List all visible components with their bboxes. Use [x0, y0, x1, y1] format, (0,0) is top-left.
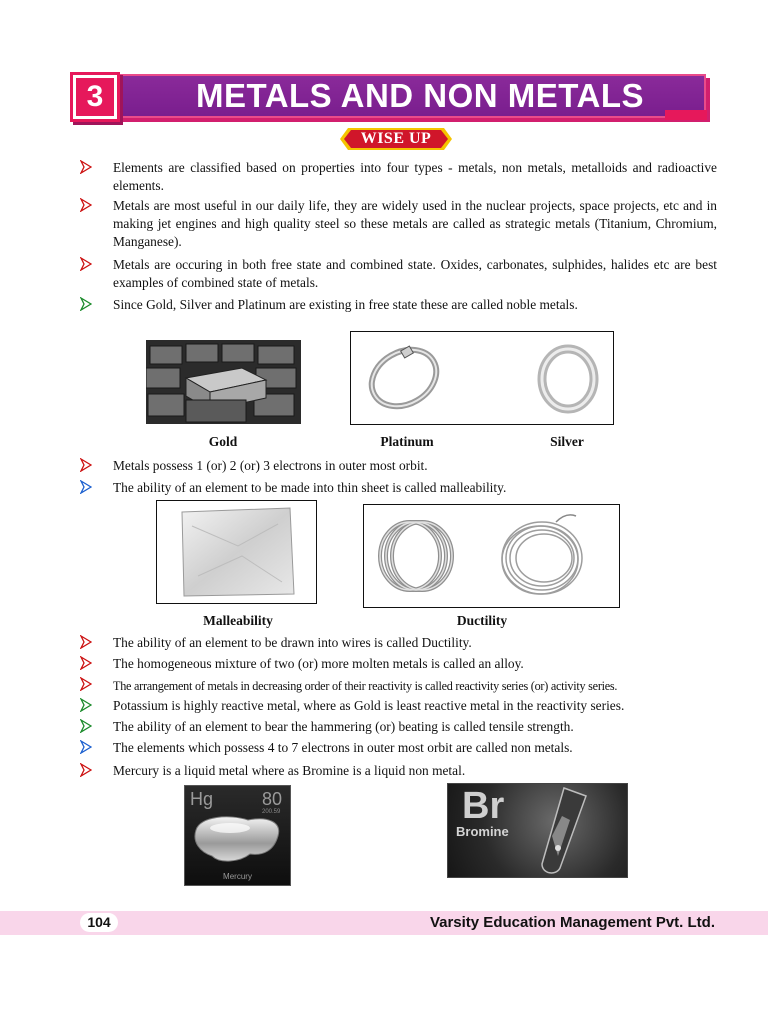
gold-bars-image — [146, 340, 301, 424]
bullet-text: The homogeneous mixture of two (or) more molten metals is called an alloy. — [113, 656, 524, 671]
mercury-symbol: Hg — [190, 789, 214, 809]
bullet-text: Metals are most useful in our daily life, they are widely used in the nuclear projects, space projects, etc and in making jet engines and high quality steel so these metals are called as strategic metals (Titanium, Chromium, Manganese). — [113, 198, 717, 249]
silver-ring-image — [536, 344, 600, 414]
bullet-arrow-icon — [80, 257, 100, 271]
caption-ductility: Ductility — [456, 613, 508, 628]
mercury-atomic-number: 80 — [262, 789, 283, 809]
bromine-test-tube-image — [520, 786, 600, 876]
bromine-name: Bromine — [456, 824, 509, 839]
bullet-arrow-icon — [80, 480, 100, 494]
caption-malleability: Malleability — [203, 613, 273, 628]
bullet-text: Potassium is highly reactive metal, where as Gold is least reactive metal in the reactivity series. — [113, 698, 625, 713]
bullet-arrow-icon — [80, 635, 100, 649]
wire-bundle-image — [496, 508, 588, 602]
wire-coil-image — [370, 512, 462, 600]
wise-up-label: WISE UP — [360, 130, 432, 147]
bullet-arrow-icon — [80, 656, 100, 670]
chapter-title: METALS AND NON METALS — [195, 77, 645, 114]
bullet-arrow-icon — [80, 740, 100, 754]
bullet-arrow-icon — [80, 198, 100, 212]
bullet-text: The elements which possess 4 to 7 electrons in outer most orbit are called non metals. — [113, 740, 573, 755]
mercury-atomic-mass: 200.59 — [262, 809, 281, 815]
bullet-arrow-icon — [80, 677, 100, 691]
header-accent — [665, 110, 707, 120]
publisher-name: Varsity Education Management Pvt. Ltd. — [429, 914, 715, 931]
caption-platinum: Platinum — [380, 434, 434, 449]
bullet-text: Elements are classified based on properties into four types - metals, non metals, metalloids and radioactive elements. — [113, 160, 717, 193]
chapter-number: 3 — [76, 78, 114, 116]
bullet-arrow-icon — [80, 763, 100, 777]
bullet-text: The ability of an element to be drawn into wires is called Ductility. — [113, 635, 472, 650]
bullet-text: The ability of an element to be made into thin sheet is called malleability. — [113, 480, 507, 495]
bullet-text: Metals possess 1 (or) 2 (or) 3 electrons in outer most orbit. — [113, 458, 428, 473]
caption-gold: Gold — [208, 434, 238, 449]
bullet-text: Metals are occuring in both free state and combined state. Oxides, carbonates, sulphides, halides etc are best examples of combined state of metals. — [113, 257, 717, 290]
bullet-text: The ability of an element to bear the hammering (or) beating is called tensile strength. — [113, 719, 574, 734]
bullet-arrow-icon — [80, 458, 100, 472]
bullet-text: Mercury is a liquid metal where as Bromine is a liquid non metal. — [113, 763, 466, 778]
bullet-arrow-icon — [80, 160, 100, 174]
page-number: 104 — [80, 913, 118, 932]
metal-foil-image — [178, 506, 296, 598]
platinum-ring-image — [360, 336, 450, 420]
bullet-arrow-icon — [80, 698, 100, 712]
bullet-arrow-icon — [80, 297, 100, 311]
bromine-symbol: Br — [462, 785, 505, 827]
mercury-name: Mercury — [223, 872, 252, 881]
bullet-arrow-icon — [80, 719, 100, 733]
bullet-text: The arrangement of metals in decreasing order of their reactivity is called reactivity series (or) activity series. — [113, 679, 618, 693]
caption-silver: Silver — [550, 434, 584, 449]
mercury-droplet-image — [190, 812, 286, 868]
bullet-text: Since Gold, Silver and Platinum are existing in free state these are called noble metals. — [113, 297, 578, 312]
